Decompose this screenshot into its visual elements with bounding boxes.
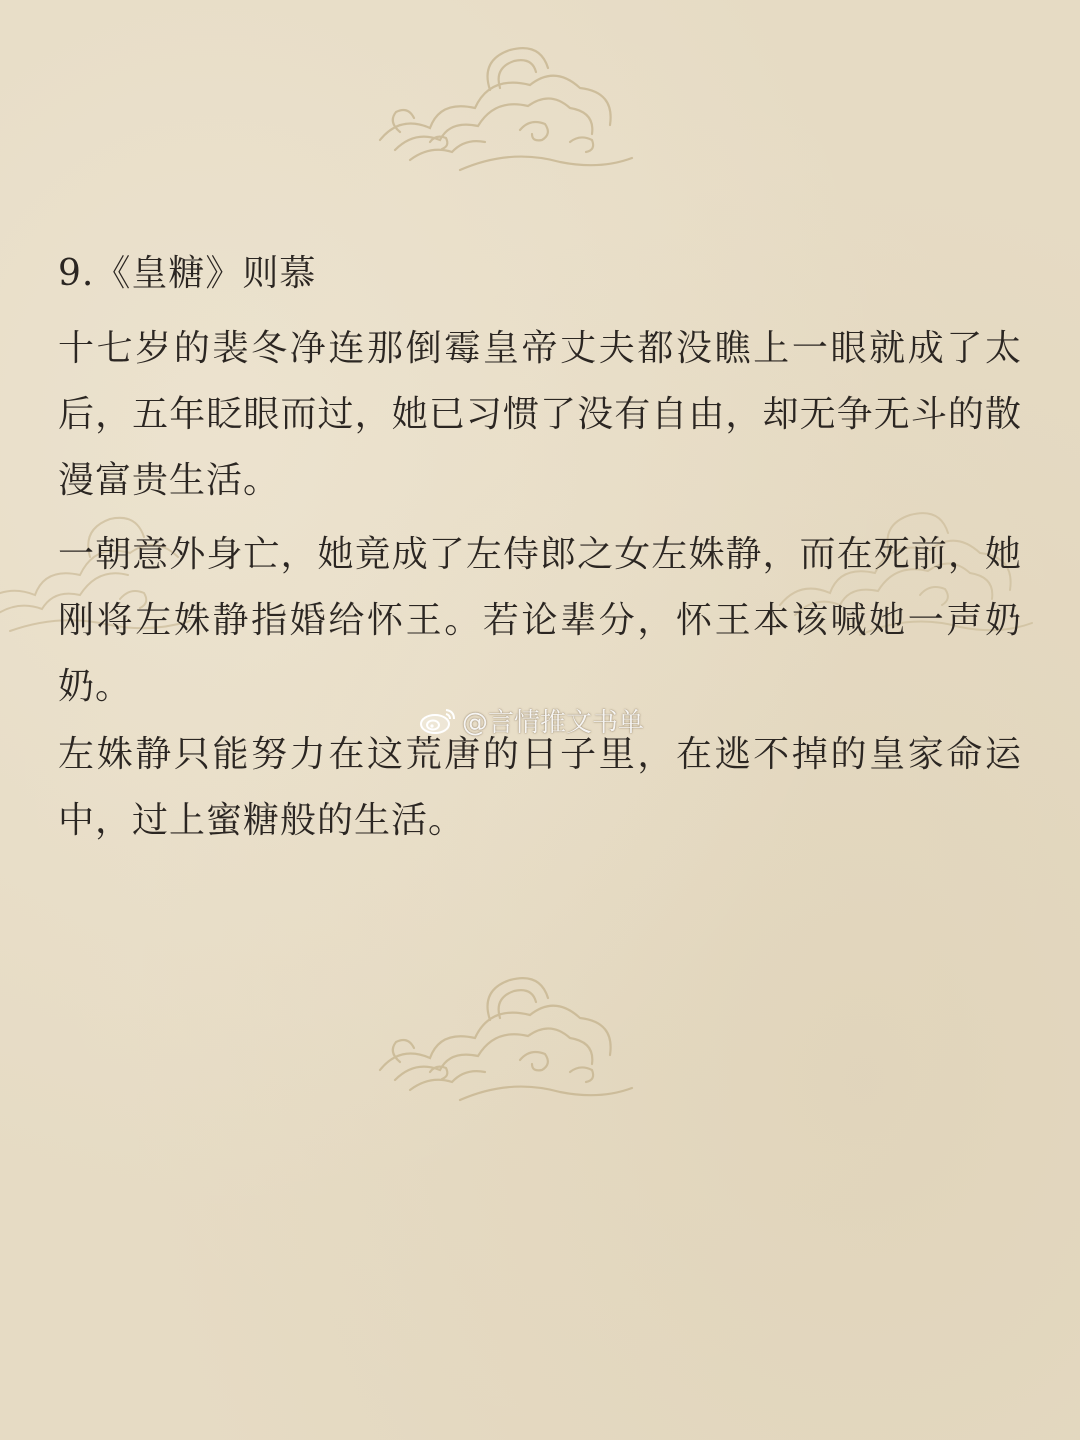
synopsis-paragraph-2: 一朝意外身亡，她竟成了左侍郎之女左姝静，而在死前，她刚将左姝静指婚给怀王。若论辈分，怀王本该喊她一声奶奶。 (58, 534, 1022, 707)
weibo-icon (418, 704, 458, 736)
synopsis-paragraph-1: 十七岁的裴冬净连那倒霉皇帝丈夫都没瞧上一眼就成了太后，五年眨眼而过，她已习惯了没有自由，却无争无斗的散漫富贵生活。 (58, 328, 1022, 501)
synopsis-paragraph-3: 左姝静只能努力在这荒唐的日子里，在逃不掉的皇家命运中，过上蜜糖般的生活。 (58, 734, 1022, 841)
auspicious-cloud-icon (370, 960, 640, 1110)
book-title: 9.《皇糖》则慕 (58, 253, 317, 294)
watermark-text: @言情推文书单 (462, 707, 645, 738)
watermark (418, 702, 644, 738)
book-entry (58, 244, 1022, 862)
auspicious-cloud-icon (370, 30, 640, 180)
